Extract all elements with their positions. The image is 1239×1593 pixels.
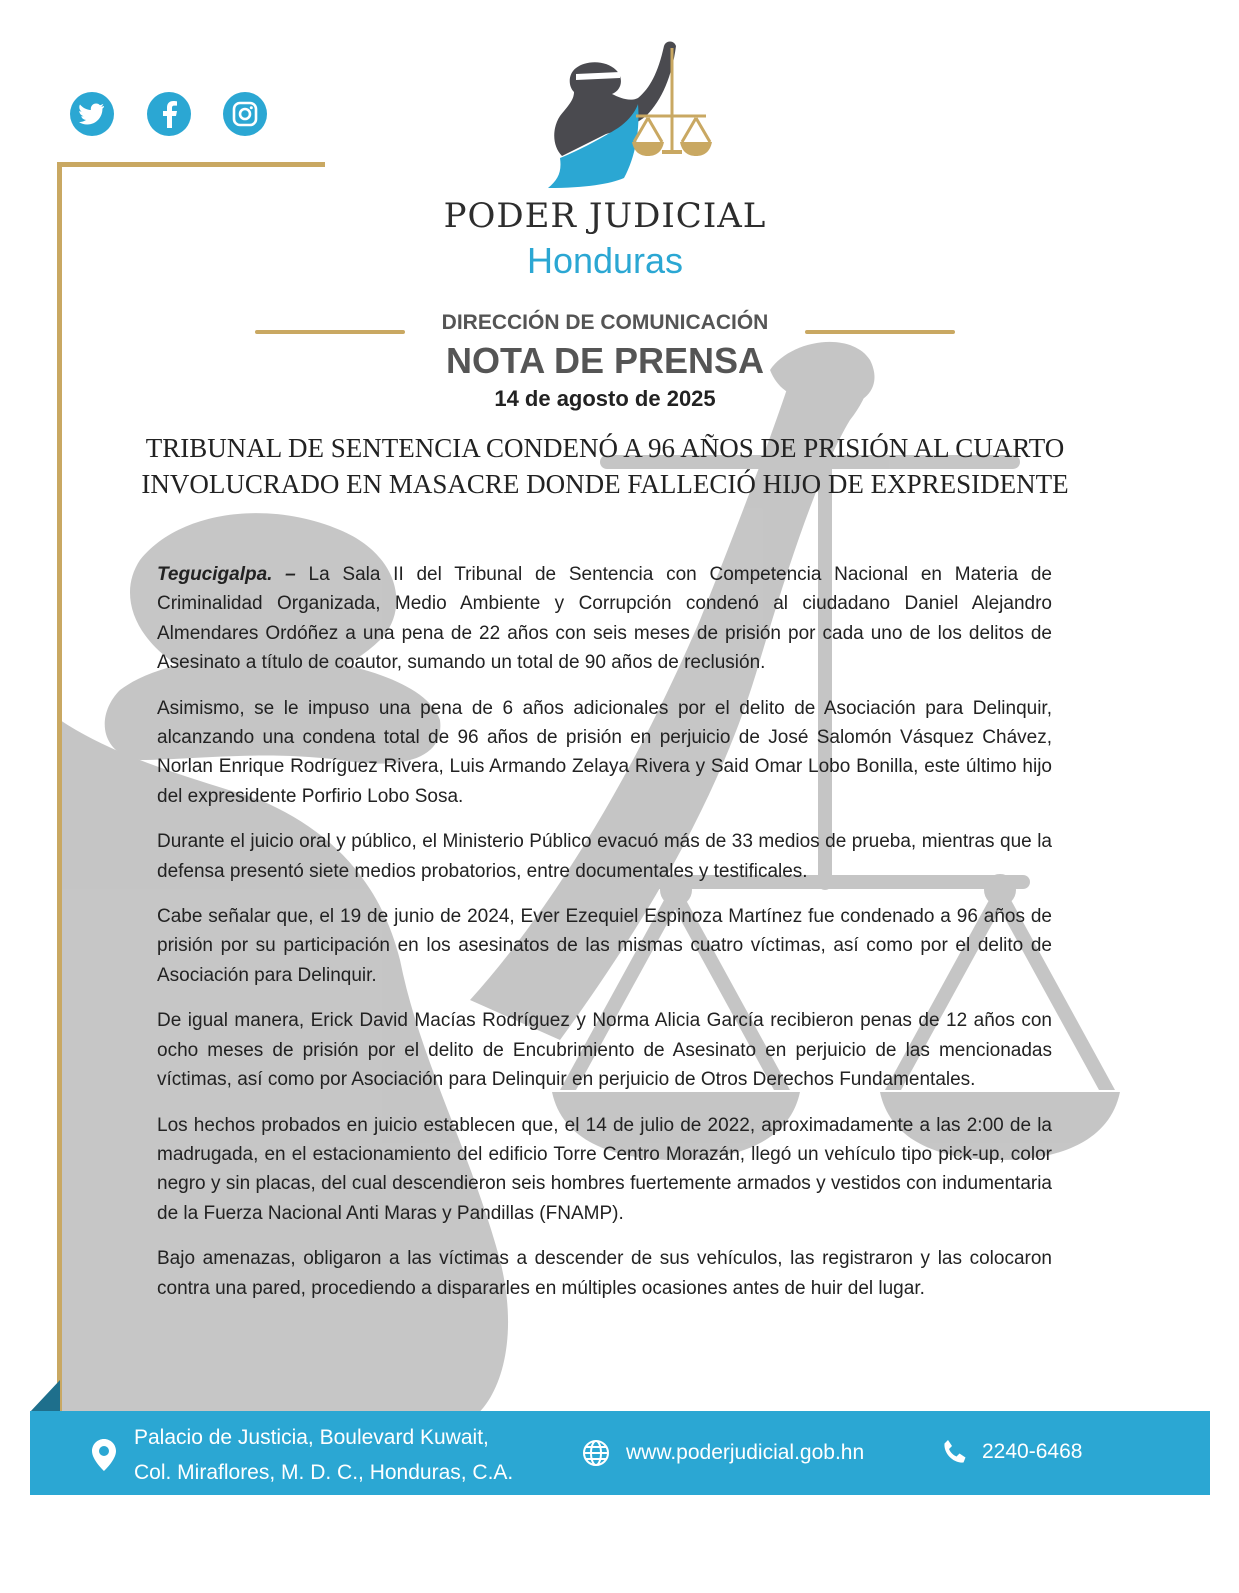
website-link[interactable]: www.poderjudicial.gob.hn [626, 1441, 865, 1464]
gold-rule-left [255, 330, 405, 334]
gold-rule-right [805, 330, 955, 334]
footer-address [92, 1420, 513, 1490]
lady-justice-logo [540, 38, 720, 193]
twitter-icon[interactable] [70, 92, 114, 136]
gold-frame-left [57, 162, 62, 1417]
paragraph-2: Asimismo, se le impuso una pena de 6 años adicionales por el delito de Asociación para Delinquir, alcanzando una condena total de 96 años de prisión en perjuicio de José Salomón Vásquez Chávez, Norlan Enrique Rodríguez Rivera, Luis Armando Zelaya Rivera y Said Omar Lobo Bonilla, este último hijo del expresidente Porfirio Lobo Sosa. [157, 697, 1052, 807]
press-release-date: 14 de agosto de 2025 [494, 386, 716, 411]
paragraph-1 [157, 560, 1052, 678]
paragraph-1-text: La Sala II del Tribunal de Sentencia con Competencia Nacional en Materia de Criminalidad Organizada, Medio Ambiente y Corrupción condenó al ciudadano Daniel Alejandro Almendares Ordóñez a una pena de 22 años con seis meses de prisión por cada uno de los delitos de Asesinato a título de coautor, sumando un total de 90 años de reclusión. [157, 564, 1052, 674]
paragraph-6: Los hechos probados en juicio establecen que, el 14 de julio de 2022, aproximadamente a las 2:00 de la madrugada, en el estacionamiento del edificio Torre Centro Morazán, llegó un vehículo tipo pick-up, color negro y sin placas, del cual descendieron seis hombres fuertemente armados y vestidos con indumentaria de la Fuerza Nacional Anti Maras y Pandillas (FNAMP). [157, 1114, 1052, 1224]
phone-number[interactable]: 2240-6468 [982, 1440, 1083, 1463]
document-type-title: NOTA DE PRENSA [445, 340, 765, 381]
gold-frame-top [57, 162, 325, 167]
article-body [157, 560, 1052, 1319]
dateline: Tegucigalpa. – [157, 564, 296, 585]
paragraph-5: De igual manera, Erick David Macías Rodríguez y Norma Alicia García recibieron penas de 12 años con ocho meses de prisión por el delito de Encubrimiento de Asesinato en perjuicio de las mencionadas víctimas, así como por Asociación para Delinquir en perjuicio de Otros Derechos Fundamentales. [157, 1010, 1052, 1091]
footer-phone[interactable] [942, 1439, 1082, 1465]
paragraph-7: Bajo amenazas, obligaron a las víctimas a descender de sus vehículos, las registraron y las colocaron contra una pared, procediendo a dispararles en múltiples ocasiones antes de huir del lugar. [157, 1248, 1052, 1299]
paragraph-3: Durante el juicio oral y público, el Ministerio Público evacuó más de 33 medios de prueba, mientras que la defensa presentó siete medios probatorios, entre documentales y testificales. [157, 831, 1052, 882]
footer-website[interactable] [582, 1439, 864, 1467]
footer-corner-accent [30, 1380, 60, 1412]
department-label: DIRECCIÓN DE COMUNICACIÓN [441, 311, 769, 334]
brand-country: Honduras [526, 240, 684, 281]
phone-icon [942, 1439, 966, 1465]
brand-name: PODER JUDICIAL [443, 196, 767, 236]
address-line-2: Col. Miraflores, M. D. C., Honduras, C.A. [134, 1461, 514, 1484]
address-line-1: Palacio de Justicia, Boulevard Kuwait, [134, 1426, 489, 1449]
instagram-icon[interactable] [223, 92, 267, 136]
location-pin-icon [92, 1439, 116, 1471]
globe-icon [582, 1439, 610, 1467]
footer-bar [30, 1411, 1210, 1495]
paragraph-4: Cabe señalar que, el 19 de junio de 2024, Ever Ezequiel Espinoza Martínez fue condenado a 96 años de prisión por su participación en los asesinatos de las mismas cuatro víctimas, así como por el delito de Asociación para Delinquir. [157, 906, 1052, 986]
facebook-icon[interactable] [147, 92, 191, 136]
headline: TRIBUNAL DE SENTENCIA CONDENÓ A 96 AÑOS DE PRISIÓN AL CUARTO INVOLUCRADO EN MASACRE DONDE FALLECIÓ HIJO DE EXPRESIDENTE [141, 433, 1069, 499]
